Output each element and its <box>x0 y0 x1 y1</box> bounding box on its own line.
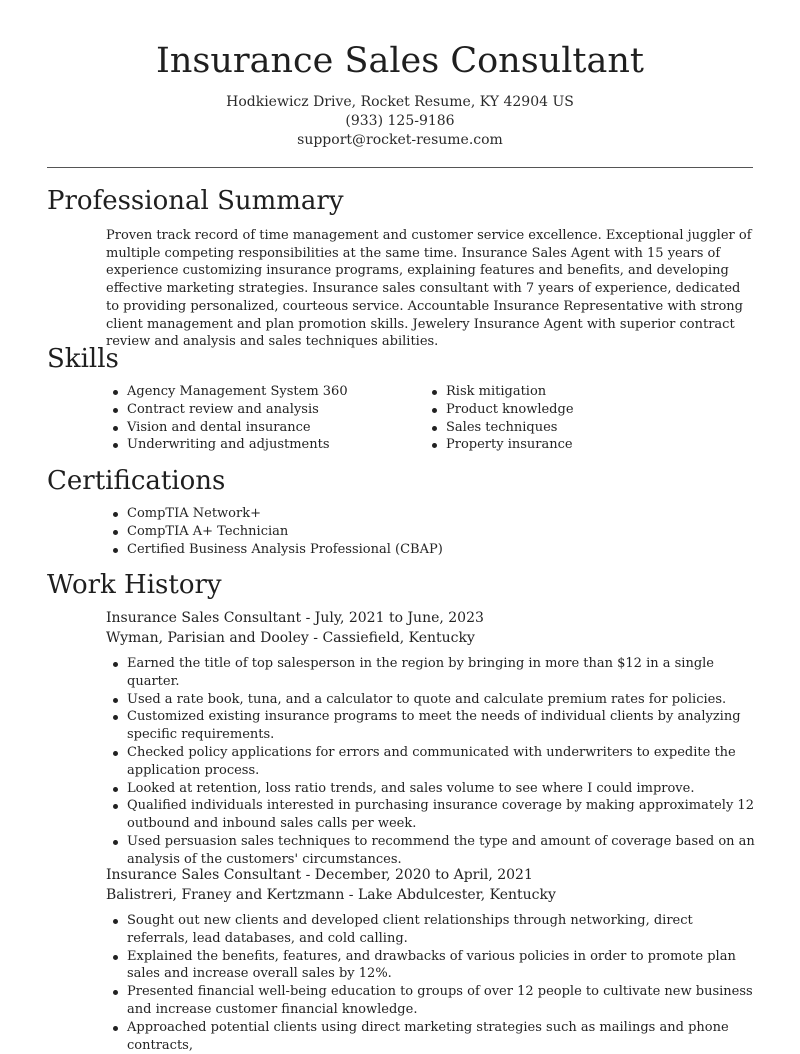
job-company: Wyman, Parisian and Dooley <box>106 630 309 646</box>
responsibility-item: Used a rate book, tuna, and a calculator to quote and calculate premium rates for policies. <box>106 691 756 709</box>
responsibility-item: Customized existing insurance programs to meet the needs of individual clients by analyzing specific requirements. <box>106 708 756 744</box>
skill-item: Product knowledge <box>425 401 735 419</box>
responsibility-item: Explained the benefits, features, and drawbacks of various policies in order to promote plan sales and increase overall sales by 12%. <box>106 948 756 984</box>
skill-item: Vision and dental insurance <box>106 419 416 437</box>
candidate-name: Insurance Sales Consultant <box>156 41 644 81</box>
job-title: Insurance Sales Consultant <box>106 610 302 626</box>
job-dates: - December, 2020 to April, 2021 <box>301 867 533 883</box>
job-company: Balistreri, Franey and Kertzmann <box>106 887 345 903</box>
job-title: Insurance Sales Consultant <box>106 867 302 883</box>
skills-list-right <box>425 383 735 454</box>
skill-item: Property insurance <box>425 436 735 454</box>
job-responsibilities <box>106 912 756 1054</box>
skill-item: Contract review and analysis <box>106 401 416 419</box>
job-title-line <box>106 610 484 626</box>
responsibility-item: Checked policy applications for errors and communicated with underwriters to expedite the application process. <box>106 744 756 780</box>
responsibility-item: Sought out new clients and developed client relationships through networking, direct referrals, lead databases, and cold calling. <box>106 912 756 948</box>
skills-list-left <box>106 383 416 454</box>
skill-item: Sales techniques <box>425 419 735 437</box>
skill-item: Underwriting and adjustments <box>106 436 416 454</box>
certifications-list <box>106 505 756 558</box>
responsibility-item: Approached potential clients using direct marketing strategies such as mailings and phone contracts, <box>106 1019 756 1054</box>
responsibility-item: Earned the title of top salesperson in the region by bringing in more than $12 in a single quarter. <box>106 655 756 691</box>
job-company-line <box>106 630 475 646</box>
contact-address: Hodkiewicz Drive, Rocket Resume, KY 42904 US <box>226 94 574 110</box>
skill-item: Agency Management System 360 <box>106 383 416 401</box>
summary-text: Proven track record of time management and customer service excellence. Exceptional juggler of multiple competing responsibilities at the same time. Insurance Sales Agent with 15 years of experience customizing insurance programs, explaining features and benefits, and developing effective marketing strategies. Insurance sales consultant with 7 years of experience, dedicated to providing personalized, courteous service. Accountable Insurance Representative with strong client management and plan promotion skills. Jewelery Insurance Agent with superior contract review and analysis and sales techniques abilities. <box>106 228 752 350</box>
work-history-heading: Work History <box>47 570 222 600</box>
contact-email: support@rocket-resume.com <box>297 132 503 148</box>
job-company-line <box>106 887 556 903</box>
certifications-heading: Certifications <box>47 466 226 496</box>
responsibility-item: Looked at retention, loss ratio trends, and sales volume to see where I could improve. <box>106 780 756 798</box>
certification-item: CompTIA A+ Technician <box>106 523 756 541</box>
certification-item: CompTIA Network+ <box>106 505 756 523</box>
job-dates: - July, 2021 to June, 2023 <box>301 610 484 626</box>
header-divider <box>47 167 753 168</box>
responsibility-item: Presented financial well-being education to groups of over 12 people to cultivate new business and increase customer financial knowledge. <box>106 983 756 1019</box>
job-location: - Cassiefield, Kentucky <box>308 630 475 646</box>
responsibility-item: Qualified individuals interested in purchasing insurance coverage by making approximately 12 outbound and inbound sales calls per week. <box>106 797 756 833</box>
responsibility-item: Used persuasion sales techniques to recommend the type and amount of coverage based on an analysis of the customers' circumstances. <box>106 833 756 869</box>
contact-phone: (933) 125-9186 <box>345 113 455 129</box>
job-responsibilities <box>106 655 756 869</box>
certification-item: Certified Business Analysis Professional (CBAP) <box>106 541 756 559</box>
job-location: - Lake Abdulcester, Kentucky <box>344 887 556 903</box>
skills-heading: Skills <box>47 344 119 374</box>
job-title-line <box>106 867 533 883</box>
skill-item: Risk mitigation <box>425 383 735 401</box>
summary-heading: Professional Summary <box>47 186 344 216</box>
